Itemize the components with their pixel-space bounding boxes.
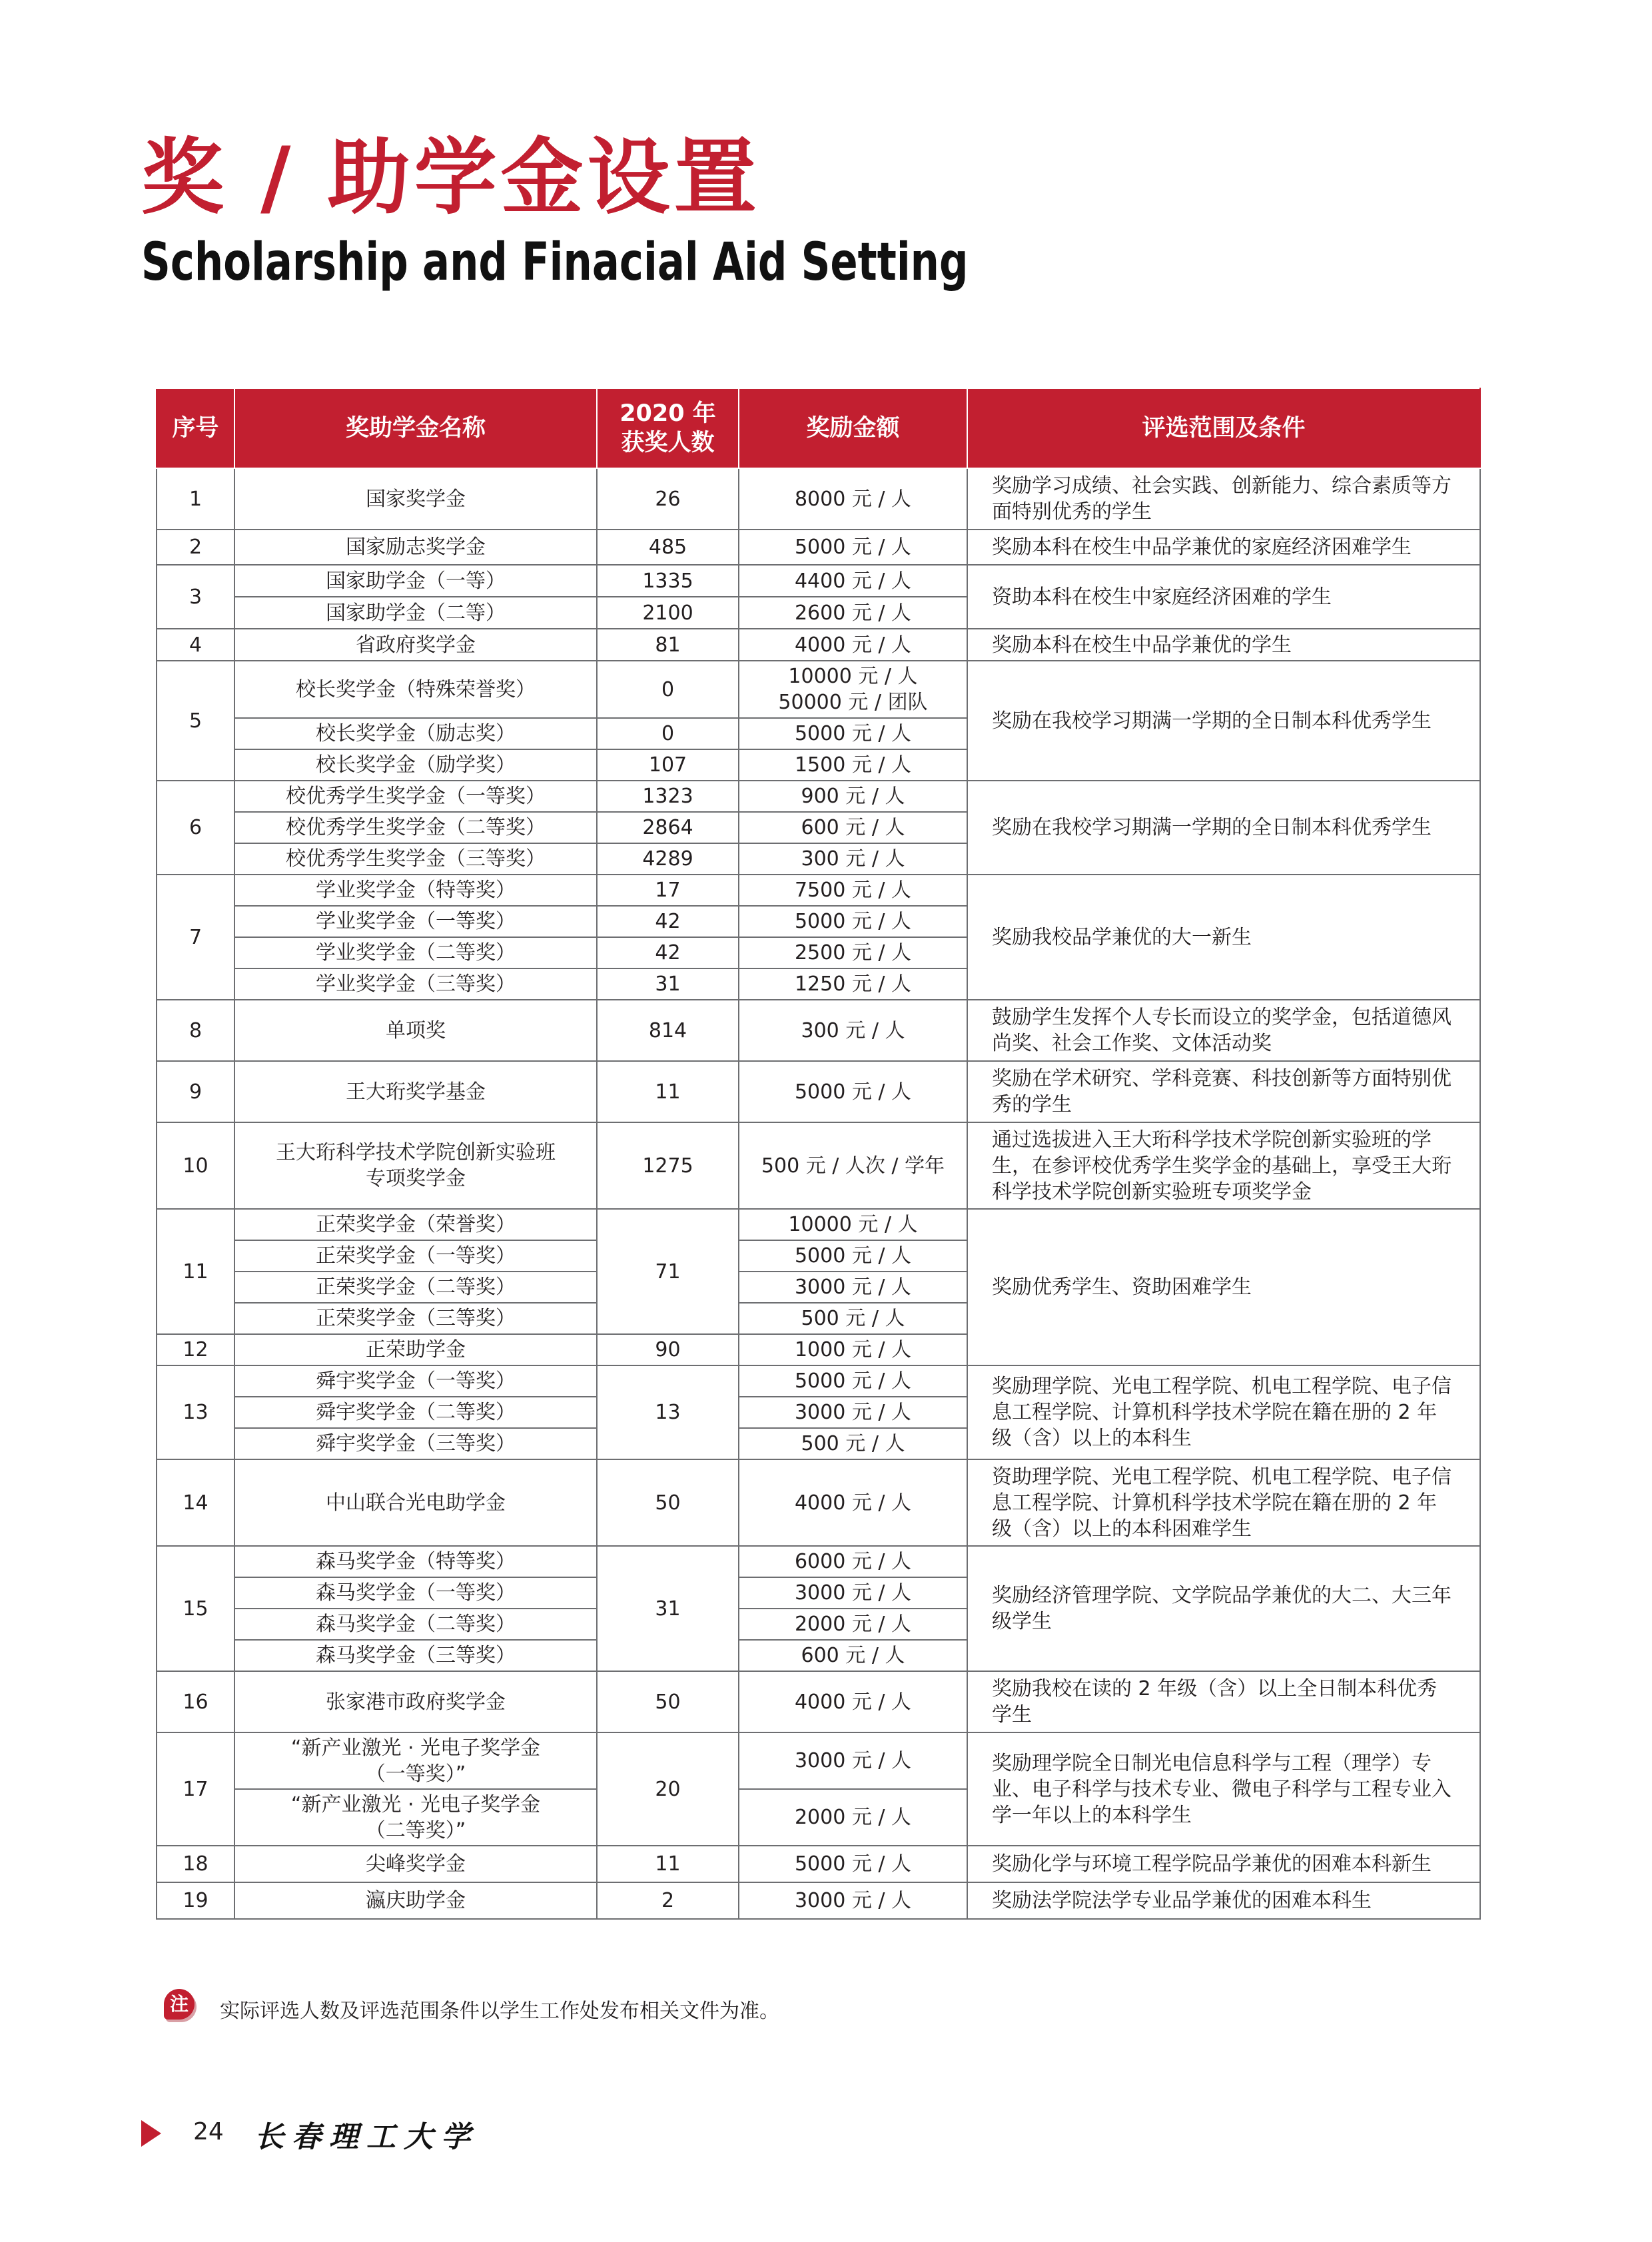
cell-condition: 奖励经济管理学院、文学院品学兼优的大二、大三年级学生 <box>967 1546 1480 1671</box>
cell-name <box>234 1122 597 1209</box>
page-title-cn: 奖 / 助学金设置 <box>141 130 761 226</box>
cell-condition: 通过选拔进入王大珩科学技术学院创新实验班的学生，在参评校优秀学生奖学金的基础上，享受王大珩科学技术学院创新实验班专项奖学金 <box>967 1122 1480 1209</box>
table-row <box>157 468 1480 530</box>
cell-count: 81 <box>597 629 739 661</box>
cell-amount: 7500 元 / 人 <box>739 875 967 906</box>
cell-name: 正荣奖学金（一等奖） <box>234 1240 597 1272</box>
table-row <box>157 1882 1480 1919</box>
cell-name <box>234 1732 597 1789</box>
cell-amount: 600 元 / 人 <box>739 812 967 843</box>
table-row <box>157 565 1480 597</box>
cell-amount: 2600 元 / 人 <box>739 597 967 629</box>
table-row <box>157 781 1480 812</box>
header-condition: 评选范围及条件 <box>967 388 1480 468</box>
cell-count: 42 <box>597 906 739 937</box>
cell-amount: 3000 元 / 人 <box>739 1272 967 1303</box>
cell-name-line2: （一等奖）” <box>365 1762 466 1786</box>
cell-condition: 奖励优秀学生、资助困难学生 <box>967 1209 1480 1365</box>
cell-name: 王大珩奖学基金 <box>234 1061 597 1122</box>
cell-count: 31 <box>597 968 739 1000</box>
cell-amount: 500 元 / 人次 / 学年 <box>739 1122 967 1209</box>
cell-amount: 3000 元 / 人 <box>739 1732 967 1789</box>
table-row <box>157 1846 1480 1882</box>
cell-name: 校长奖学金（励志奖） <box>234 718 597 749</box>
page-number: 24 <box>193 2118 224 2145</box>
cell-amount: 4000 元 / 人 <box>739 1459 967 1546</box>
cell-name-line1: “新产业激光 · 光电子奖学金 <box>290 1736 541 1760</box>
table-row <box>157 1122 1480 1209</box>
cell-count: 107 <box>597 749 739 781</box>
table-row <box>157 661 1480 718</box>
cell-name: 森马奖学金（二等奖） <box>234 1609 597 1640</box>
cell-name: 森马奖学金（特等奖） <box>234 1546 597 1577</box>
cell-condition: 奖励在我校学习期满一学期的全日制本科优秀学生 <box>967 781 1480 875</box>
cell-count: 0 <box>597 718 739 749</box>
cell-condition: 奖励在我校学习期满一学期的全日制本科优秀学生 <box>967 661 1480 781</box>
cell-amount: 5000 元 / 人 <box>739 1061 967 1122</box>
cell-amount: 4000 元 / 人 <box>739 1671 967 1732</box>
table-row <box>157 1459 1480 1546</box>
table-row <box>157 629 1480 661</box>
cell-no: 6 <box>157 781 234 875</box>
note-icon: 注 <box>164 1989 195 2020</box>
cell-no: 16 <box>157 1671 234 1732</box>
cell-amount: 3000 元 / 人 <box>739 1882 967 1919</box>
note-text: 实际评选人数及评选范围条件以学生工作处发布相关文件为准。 <box>220 2000 779 2023</box>
scholarship-table <box>156 388 1481 1920</box>
table-row <box>157 1061 1480 1122</box>
cell-amount: 4400 元 / 人 <box>739 565 967 597</box>
cell-name: 国家奖学金 <box>234 468 597 530</box>
cell-count: 26 <box>597 468 739 530</box>
cell-name: 省政府奖学金 <box>234 629 597 661</box>
cell-amount: 2500 元 / 人 <box>739 937 967 968</box>
cell-no: 17 <box>157 1732 234 1846</box>
cell-name: 校长奖学金（特殊荣誉奖） <box>234 661 597 718</box>
cell-count: 0 <box>597 661 739 718</box>
cell-name: 学业奖学金（一等奖） <box>234 906 597 937</box>
cell-amount: 5000 元 / 人 <box>739 1365 967 1397</box>
cell-count: 2864 <box>597 812 739 843</box>
cell-name: 学业奖学金（二等奖） <box>234 937 597 968</box>
header-no: 序号 <box>157 388 234 468</box>
cell-name: 正荣奖学金（二等奖） <box>234 1272 597 1303</box>
cell-no: 3 <box>157 565 234 629</box>
cell-name: 学业奖学金（特等奖） <box>234 875 597 906</box>
table-row <box>157 1546 1480 1577</box>
cell-condition: 奖励在学术研究、学科竞赛、科技创新等方面特别优秀的学生 <box>967 1061 1480 1122</box>
cell-count: 1275 <box>597 1122 739 1209</box>
cell-amount: 4000 元 / 人 <box>739 629 967 661</box>
cell-amount: 300 元 / 人 <box>739 1000 967 1061</box>
table-row <box>157 1365 1480 1397</box>
cell-name: 舜宇奖学金（三等奖） <box>234 1428 597 1459</box>
cell-name: 舜宇奖学金（一等奖） <box>234 1365 597 1397</box>
header-count <box>597 388 739 468</box>
cell-no: 19 <box>157 1882 234 1919</box>
cell-name: 中山联合光电助学金 <box>234 1459 597 1546</box>
cell-condition: 鼓励学生发挥个人专长而设立的奖学金，包括道德风尚奖、社会工作奖、文体活动奖 <box>967 1000 1480 1061</box>
cell-no: 11 <box>157 1209 234 1334</box>
cell-amount-line1: 10000 元 / 人 <box>788 665 918 688</box>
cell-amount: 6000 元 / 人 <box>739 1546 967 1577</box>
cell-condition: 奖励化学与环境工程学院品学兼优的困难本科新生 <box>967 1846 1480 1882</box>
cell-name: 瀛庆助学金 <box>234 1882 597 1919</box>
cell-count: 71 <box>597 1209 739 1334</box>
cell-no: 8 <box>157 1000 234 1061</box>
cell-condition: 奖励理学院、光电工程学院、机电工程学院、电子信息工程学院、计算机科学技术学院在籍在册的 2 年级（含）以上的本科生 <box>967 1365 1480 1459</box>
cell-name-line2: （二等奖）” <box>365 1818 466 1842</box>
cell-count: 2 <box>597 1882 739 1919</box>
cell-count: 50 <box>597 1671 739 1732</box>
cell-count: 2100 <box>597 597 739 629</box>
cell-name: 舜宇奖学金（二等奖） <box>234 1397 597 1428</box>
cell-count: 50 <box>597 1459 739 1546</box>
cell-amount: 300 元 / 人 <box>739 843 967 875</box>
cell-amount: 500 元 / 人 <box>739 1303 967 1334</box>
cell-condition: 奖励学习成绩、社会实践、创新能力、综合素质等方面特别优秀的学生 <box>967 468 1480 530</box>
cell-name: 国家助学金（二等） <box>234 597 597 629</box>
table-row <box>157 1209 1480 1240</box>
cell-amount: 500 元 / 人 <box>739 1428 967 1459</box>
cell-name: 正荣奖学金（三等奖） <box>234 1303 597 1334</box>
cell-amount: 600 元 / 人 <box>739 1640 967 1671</box>
cell-name: 正荣助学金 <box>234 1334 597 1365</box>
cell-name: 森马奖学金（三等奖） <box>234 1640 597 1671</box>
cell-name: 国家助学金（一等） <box>234 565 597 597</box>
cell-name: 正荣奖学金（荣誉奖） <box>234 1209 597 1240</box>
cell-count: 13 <box>597 1365 739 1459</box>
table-row <box>157 1671 1480 1732</box>
header-count-line1: 2020 年 <box>620 400 716 427</box>
cell-amount: 1000 元 / 人 <box>739 1334 967 1365</box>
cell-name: 校优秀学生奖学金（一等奖） <box>234 781 597 812</box>
cell-no: 18 <box>157 1846 234 1882</box>
cell-amount: 5000 元 / 人 <box>739 718 967 749</box>
cell-amount: 5000 元 / 人 <box>739 906 967 937</box>
cell-count: 20 <box>597 1732 739 1846</box>
cell-condition: 奖励法学院法学专业品学兼优的困难本科生 <box>967 1882 1480 1919</box>
cell-amount: 900 元 / 人 <box>739 781 967 812</box>
cell-count: 4289 <box>597 843 739 875</box>
cell-amount-line2: 50000 元 / 团队 <box>778 691 928 714</box>
cell-count: 42 <box>597 937 739 968</box>
cell-condition: 资助理学院、光电工程学院、机电工程学院、电子信息工程学院、计算机科学技术学院在籍在册的 2 年级（含）以上的本科困难学生 <box>967 1459 1480 1546</box>
table-header-row <box>157 388 1480 468</box>
cell-no: 5 <box>157 661 234 781</box>
cell-no: 4 <box>157 629 234 661</box>
school-name: 长春理工大学 <box>254 2120 478 2154</box>
table-row <box>157 530 1480 565</box>
cell-count: 1335 <box>597 565 739 597</box>
cell-name: 尖峰奖学金 <box>234 1846 597 1882</box>
cell-no: 15 <box>157 1546 234 1671</box>
cell-name: 张家港市政府奖学金 <box>234 1671 597 1732</box>
page-arrow-icon <box>141 2120 161 2147</box>
cell-name: 国家励志奖学金 <box>234 530 597 565</box>
cell-condition: 奖励本科在校生中品学兼优的学生 <box>967 629 1480 661</box>
cell-condition: 奖励本科在校生中品学兼优的家庭经济困难学生 <box>967 530 1480 565</box>
table-row <box>157 875 1480 906</box>
cell-count: 485 <box>597 530 739 565</box>
header-count-line2: 获奖人数 <box>621 430 715 456</box>
cell-amount: 2000 元 / 人 <box>739 1609 967 1640</box>
cell-amount: 5000 元 / 人 <box>739 1240 967 1272</box>
cell-count: 17 <box>597 875 739 906</box>
cell-no: 13 <box>157 1365 234 1459</box>
cell-no: 1 <box>157 468 234 530</box>
cell-no: 2 <box>157 530 234 565</box>
cell-condition: 资助本科在校生中家庭经济困难的学生 <box>967 565 1480 629</box>
cell-count: 11 <box>597 1061 739 1122</box>
cell-no: 9 <box>157 1061 234 1122</box>
table-row <box>157 1732 1480 1789</box>
cell-no: 7 <box>157 875 234 1000</box>
cell-name: 校优秀学生奖学金（三等奖） <box>234 843 597 875</box>
cell-count: 814 <box>597 1000 739 1061</box>
cell-count: 11 <box>597 1846 739 1882</box>
page-title-en: Scholarship and Finacial Aid Setting <box>141 232 969 292</box>
table-row <box>157 1000 1480 1061</box>
cell-no: 14 <box>157 1459 234 1546</box>
header-name: 奖助学金名称 <box>234 388 597 468</box>
cell-name-line2: 专项奖学金 <box>366 1167 466 1190</box>
cell-name-line1: “新产业激光 · 光电子奖学金 <box>290 1792 541 1816</box>
cell-condition: 奖励我校品学兼优的大一新生 <box>967 875 1480 1000</box>
cell-no: 10 <box>157 1122 234 1209</box>
cell-name: 单项奖 <box>234 1000 597 1061</box>
cell-amount: 8000 元 / 人 <box>739 468 967 530</box>
cell-condition: 奖励我校在读的 2 年级（含）以上全日制本科优秀学生 <box>967 1671 1480 1732</box>
cell-no: 12 <box>157 1334 234 1365</box>
cell-name <box>234 1789 597 1846</box>
cell-amount <box>739 661 967 718</box>
cell-amount: 5000 元 / 人 <box>739 530 967 565</box>
cell-count: 31 <box>597 1546 739 1671</box>
cell-name: 森马奖学金（一等奖） <box>234 1577 597 1609</box>
header-amount: 奖励金额 <box>739 388 967 468</box>
cell-name-line1: 王大珩科学技术学院创新实验班 <box>276 1141 556 1164</box>
cell-amount: 3000 元 / 人 <box>739 1397 967 1428</box>
cell-condition: 奖励理学院全日制光电信息科学与工程（理学）专业、电子科学与技术专业、微电子科学与工程专业入学一年以上的本科学生 <box>967 1732 1480 1846</box>
cell-count: 1323 <box>597 781 739 812</box>
cell-amount: 1250 元 / 人 <box>739 968 967 1000</box>
cell-name: 校优秀学生奖学金（二等奖） <box>234 812 597 843</box>
cell-amount: 3000 元 / 人 <box>739 1577 967 1609</box>
cell-amount: 1500 元 / 人 <box>739 749 967 781</box>
cell-name: 校长奖学金（励学奖） <box>234 749 597 781</box>
cell-name: 学业奖学金（三等奖） <box>234 968 597 1000</box>
cell-count: 90 <box>597 1334 739 1365</box>
cell-amount: 2000 元 / 人 <box>739 1789 967 1846</box>
cell-amount: 10000 元 / 人 <box>739 1209 967 1240</box>
cell-amount: 5000 元 / 人 <box>739 1846 967 1882</box>
